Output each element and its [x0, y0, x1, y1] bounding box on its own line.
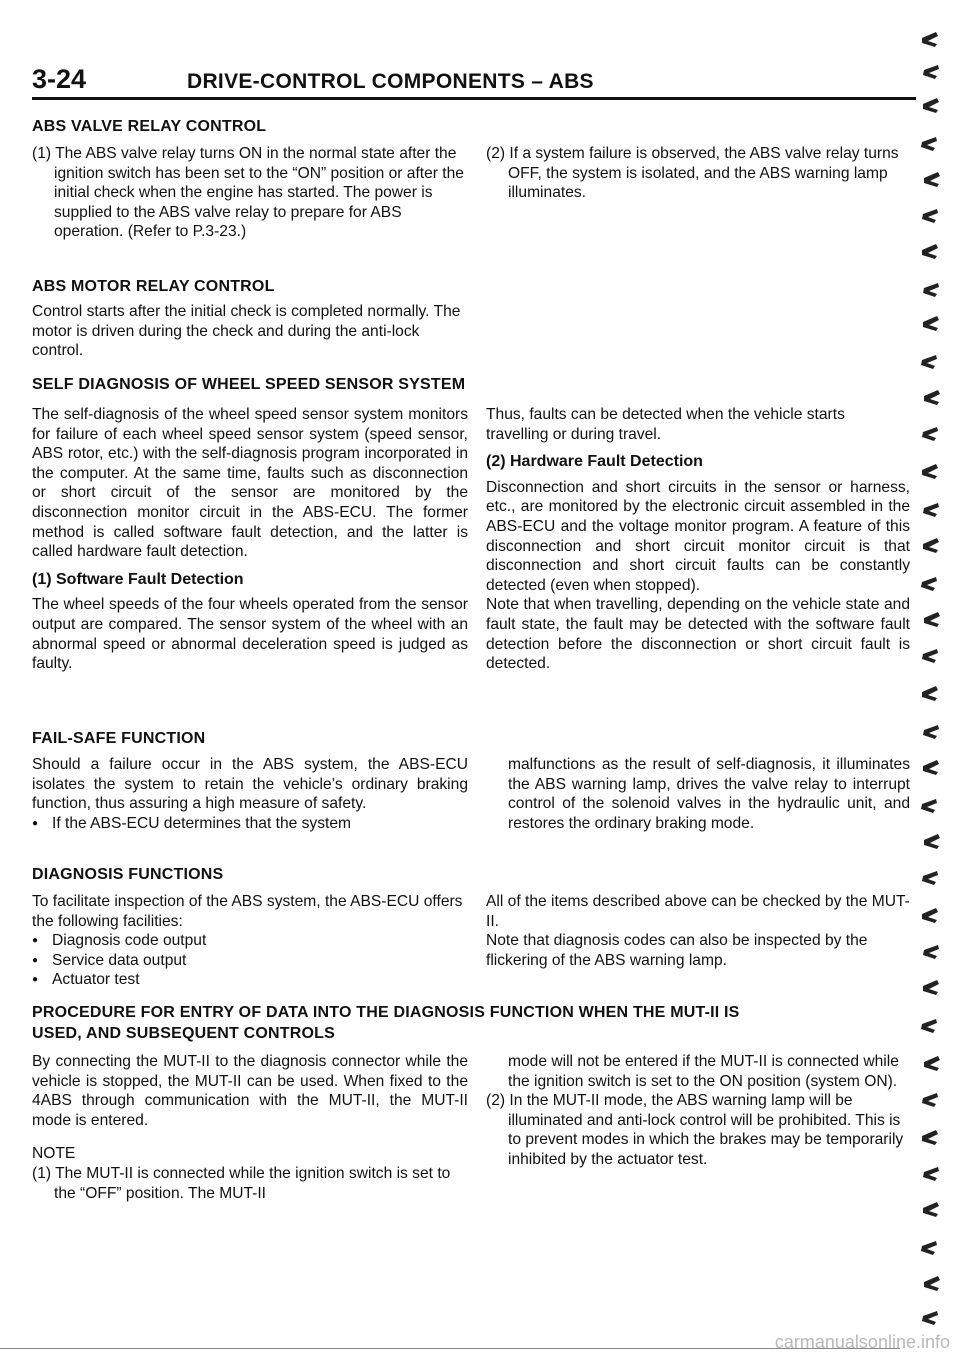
- self-diag-intro: The self-diagnosis of the wheel speed sensor system monitors for failure of each wheel speed sensor system (speed sensor, ABS rotor, etc.) with the self-diagnosis program incorporated in the computer. At the same time, faults such as disconnection or short circuit of the sensor are monitored by the disconnection monitor circuit in the ABS-ECU. The former method is called software fault detection, and the latter is called hardware fault detection.: [32, 406, 468, 561]
- self-diag-right-column: [486, 405, 910, 674]
- procedure-heading-line-2: USED, AND SUBSEQUENT CONTROLS: [32, 1025, 336, 1042]
- diag-bullet-2: ● Service data output: [32, 951, 468, 971]
- binding-marks: [902, 0, 960, 1357]
- diag-functions-intro: To facilitate inspection of the ABS system, the ABS-ECU offers the following facilities:: [32, 893, 463, 930]
- hardware-fault-heading: (2) Hardware Fault Detection: [486, 453, 703, 471]
- procedure-right-column: [486, 1052, 910, 1170]
- software-fault-heading: (1) Software Fault Detection: [32, 570, 244, 588]
- diag-bullet-1: ● Diagnosis code output: [32, 931, 468, 951]
- procedure-heading-line-1: PROCEDURE FOR ENTRY OF DATA INTO THE DIAGNOSIS FUNCTION WHEN THE MUT-II IS: [32, 1004, 740, 1021]
- hardware-fault-text: Disconnection and short circuits in the sensor or harness, etc., are monitored by the electronic circuit assembled in the ABS-ECU and the voltage monitor program. A feature of this disconnection and short circuit monitor circuit is that disconnection and short circuit faults can be constantly detected (even when stopped).: [486, 478, 910, 594]
- procedure-left-column: [32, 1052, 468, 1203]
- diag-bullet-3: ● Actuator test: [32, 970, 468, 990]
- note-item-1: (1) The MUT-II is connected while the ignition switch is set to the “OFF” position. The MUT-II: [32, 1164, 451, 1202]
- motor-relay-heading: ABS MOTOR RELAY CONTROL: [32, 278, 275, 295]
- valve-relay-item-2: (2) If a system failure is observed, the ABS valve relay turns OFF, the system is isolated, and the ABS warning lamp illuminates.: [486, 145, 899, 202]
- fail-safe-continued: malfunctions as the result of self-diagnosis, it illuminates the ABS warning lamp, drives the valve relay to interrupt control of the solenoid valves in the hydraulic unit, and restores the ordinary braking mode.: [508, 756, 910, 832]
- valve-relay-item-1: (1) The ABS valve relay turns ON in the normal state after the ignition switch has been set to the “ON” position or after the initial check when the engine has started. The power is supplied to the ABS valve relay to prepare for ABS operation. (Refer to P.3-23.): [32, 145, 464, 241]
- fail-safe-left-column: [32, 755, 468, 833]
- page-number: 3-24: [32, 64, 87, 94]
- procedure-intro: By connecting the MUT-II to the diagnosis connector while the vehicle is stopped, the MUT-II can be used. When fixed to the 4ABS through communication with the MUT-II, the MUT-II mode is entered.: [32, 1053, 468, 1129]
- hardware-fault-note: Note that when travelling, depending on the vehicle state and fault state, the fault may be detected with the software fault detection before the disconnection or short circuit fault is detected.: [486, 596, 910, 673]
- page-title: DRIVE-CONTROL COMPONENTS – ABS: [187, 70, 594, 93]
- self-diag-continued: Thus, faults can be detected when the vehicle starts travelling or during travel.: [486, 406, 845, 443]
- fail-safe-heading: FAIL-SAFE FUNCTION: [32, 730, 206, 747]
- self-diag-left-column: [32, 405, 468, 674]
- self-diag-heading: SELF DIAGNOSIS OF WHEEL SPEED SENSOR SYSTEM: [32, 376, 466, 393]
- note-item-2: (2) In the MUT-II mode, the ABS warning lamp will be illuminated and anti-lock control will be prohibited. This is to prevent modes in which the brakes may be temporarily inhibited by the actuator test.: [486, 1092, 904, 1168]
- diag-functions-left-column: [32, 892, 468, 990]
- bottom-rule: [0, 1348, 900, 1349]
- header-rule: [32, 97, 916, 100]
- diag-functions-mut: All of the items described above can be checked by the MUT-II.: [486, 893, 910, 930]
- note-label: NOTE: [32, 1145, 76, 1163]
- footer-watermark: carmanualsonline.info: [774, 1332, 950, 1352]
- diag-functions-heading: DIAGNOSIS FUNCTIONS: [32, 866, 224, 883]
- fail-safe-right-column: [508, 755, 910, 833]
- diag-functions-right-column: [486, 892, 910, 970]
- diag-functions-note: Note that diagnosis codes can also be inspected by the flickering of the ABS warning lamp.: [486, 932, 868, 969]
- motor-relay-text: Control starts after the initial check is completed normally. The motor is driven during the check and during the anti-lock control.: [32, 303, 461, 360]
- valve-relay-heading: ABS VALVE RELAY CONTROL: [32, 118, 267, 135]
- fail-safe-intro: Should a failure occur in the ABS system, the ABS-ECU isolates the system to retain the vehicle’s ordinary braking function, thus assuring a high measure of safety.: [32, 756, 468, 813]
- note-item-1-continued: mode will not be entered if the MUT-II is connected while the ignition switch is set to the ON position (system ON).: [508, 1053, 899, 1090]
- software-fault-text: The wheel speeds of the four wheels operated from the sensor output are compared. The sensor system of the wheel with an abnormal speed or abnormal deceleration speed is judged as faulty.: [32, 596, 468, 673]
- fail-safe-bullet: ● If the ABS-ECU determines that the system: [32, 814, 468, 834]
